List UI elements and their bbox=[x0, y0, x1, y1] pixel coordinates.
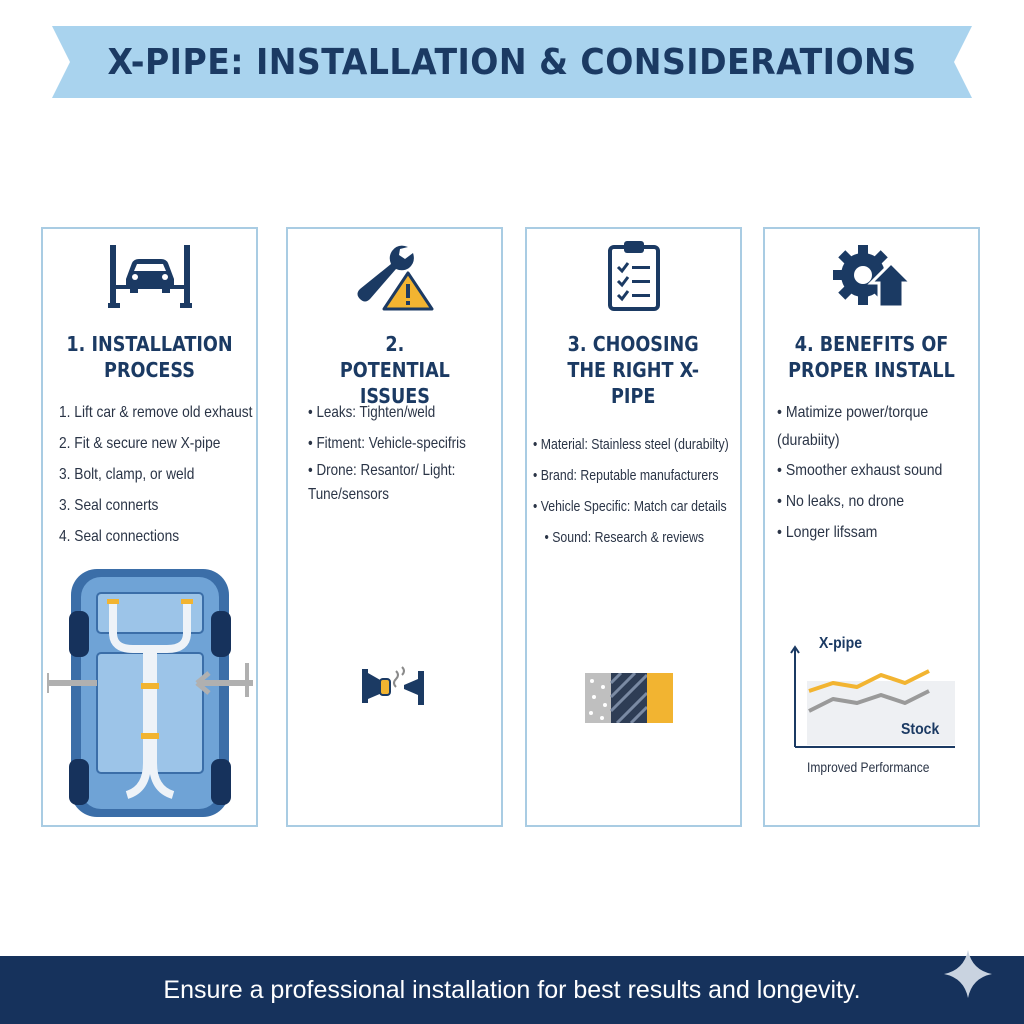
list-item: 1. Lift car & remove old exhaust bbox=[59, 404, 253, 421]
list-item: 4. Seal connections bbox=[59, 528, 180, 545]
panel-title: 2. POTENTIAL ISSUES bbox=[339, 332, 450, 408]
issue-list bbox=[308, 397, 497, 507]
list-item: • Leaks: Tighten/weld bbox=[308, 404, 436, 421]
panel-installation-process bbox=[41, 227, 258, 827]
list-item: 3. Seal connerts bbox=[59, 497, 159, 514]
footer-text: Ensure a professional installation for best results and longevity. bbox=[163, 976, 861, 1004]
step-list bbox=[59, 397, 252, 552]
list-item: • Drone: Resantor/ Light: Tune/sensors bbox=[308, 462, 456, 503]
wrench-warning-icon bbox=[350, 239, 440, 311]
footer-bar bbox=[0, 956, 1024, 1024]
list-item: • Fitment: Vehicle-specifris bbox=[308, 435, 466, 452]
list-item: • Sound: Research & reviews bbox=[544, 529, 704, 546]
sparkle-icon bbox=[942, 948, 994, 1000]
list-item: 2. Fit & secure new X-pipe bbox=[59, 435, 221, 452]
series-label-xpipe: X-pipe bbox=[819, 635, 863, 652]
series-label-stock: Stock bbox=[901, 721, 940, 738]
list-item: • Brand: Reputable manufacturers bbox=[533, 467, 719, 484]
page-title: X-PIPE: INSTALLATION & CONSIDERATIONS bbox=[107, 42, 917, 83]
list-item: • Smoother exhaust sound bbox=[777, 462, 943, 479]
panel-title: 1. INSTALLATION PROCESS bbox=[66, 332, 233, 382]
list-item: • Longer lifssam bbox=[777, 524, 878, 541]
exhaust-muffler-icon bbox=[360, 657, 430, 711]
car-lift-icon bbox=[108, 239, 192, 311]
list-item: • Matimize power/torque (durabiity) bbox=[777, 404, 929, 449]
gear-arrow-icon bbox=[827, 239, 917, 311]
list-item: • Vehicle Specific: Match car details bbox=[533, 498, 727, 515]
panel-benefits bbox=[763, 227, 980, 827]
list-item: 3. Bolt, clamp, or weld bbox=[59, 466, 195, 483]
panel-title: 3. CHOOSING THE RIGHT X-PIPE bbox=[567, 332, 700, 408]
car-underside-illustration bbox=[47, 563, 253, 821]
title-banner bbox=[52, 26, 972, 98]
list-item: • Material: Stainless steel (durabilty) bbox=[533, 436, 729, 453]
benefit-list bbox=[777, 399, 974, 548]
panel-choosing-xpipe bbox=[525, 227, 742, 827]
chart-caption: Improved Performance bbox=[807, 759, 930, 775]
list-item: • No leaks, no drone bbox=[777, 493, 905, 510]
material-swatch-icon bbox=[585, 673, 675, 723]
clipboard-checklist-icon bbox=[604, 239, 664, 313]
criteria-list bbox=[533, 429, 736, 553]
panel-title: 4. BENEFITS OF PROPER INSTALL bbox=[788, 332, 955, 382]
panel-potential-issues bbox=[286, 227, 503, 827]
performance-chart bbox=[785, 629, 965, 759]
